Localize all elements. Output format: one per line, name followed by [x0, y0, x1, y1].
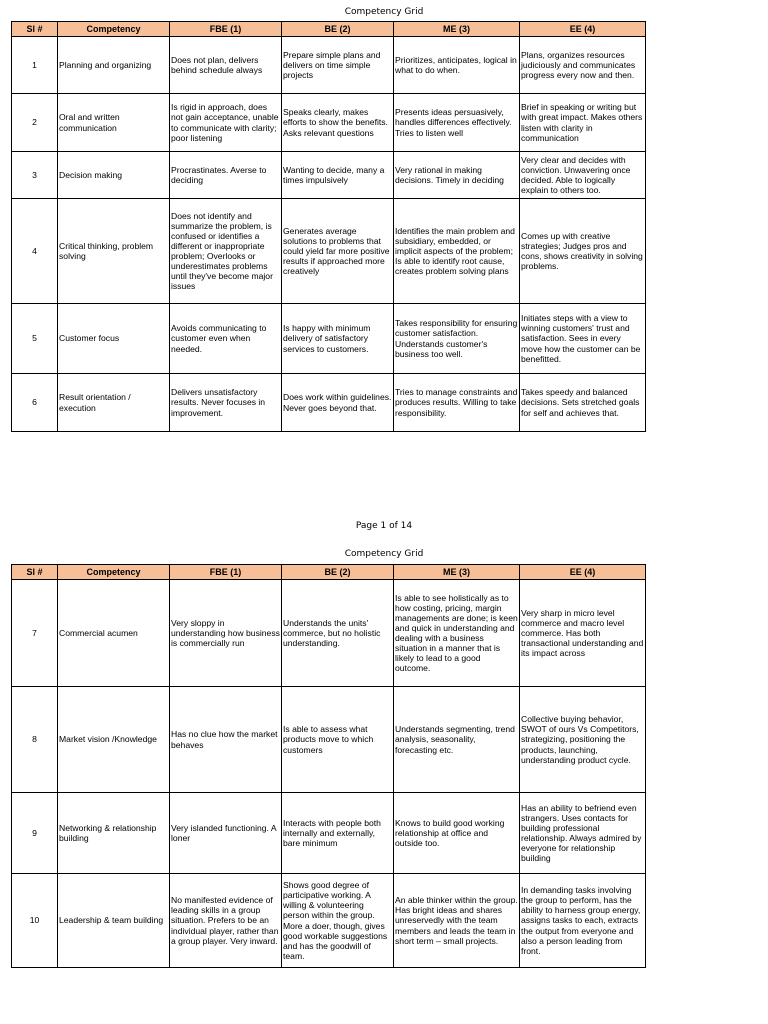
table-row: [12, 152, 646, 199]
table-row: [12, 874, 646, 968]
sl-cell: 1: [12, 37, 58, 94]
table-row: [12, 37, 646, 94]
me-cell: Takes responsibility for ensuring customer satisfaction. Understands customer's business too well.: [394, 304, 520, 374]
sl-cell: 10: [12, 874, 58, 968]
me-cell: Identifies the main problem and subsidiary, embedded, or implicit aspects of the problem; Is able to identify root cause, creates problem solving plans: [394, 199, 520, 304]
ee-cell: In demanding tasks involving the group to perform, has the ability to harness group energy, assigns tasks to each, extracts the output from everyone and also a person leading from front.: [520, 874, 646, 968]
fbe-cell: Very sloppy in understanding how business is commercially run: [170, 580, 282, 687]
competency-cell: Planning and organizing: [58, 37, 170, 94]
ee-cell: Plans, organizes resources judiciously and communicates progress every now and then.: [520, 37, 646, 94]
fbe-cell: No manifested evidence of leading skills in a group situation. Prefers to be an individual player, rather than a group player. Very inward.: [170, 874, 282, 968]
header-be: BE (2): [282, 22, 394, 37]
competency-cell: Leadership & team building: [58, 874, 170, 968]
competency-cell: Critical thinking, problem solving: [58, 199, 170, 304]
sl-cell: 9: [12, 793, 58, 874]
header-competency: Competency: [58, 565, 170, 580]
me-cell: Presents ideas persuasively, handles differences effectively. Tries to listen well: [394, 94, 520, 152]
me-cell: Understands segmenting, trend analysis, seasonality, forecasting etc.: [394, 687, 520, 793]
competency-cell: Result orientation / execution: [58, 374, 170, 432]
sl-cell: 8: [12, 687, 58, 793]
page1-caption: Competency Grid: [344, 7, 424, 17]
ee-cell: Initiates steps with a view to winning customers' trust and satisfaction. Sees in every move how the customer can be benefitted.: [520, 304, 646, 374]
ee-cell: Takes speedy and balanced decisions. Sets stretched goals for self and achieves that.: [520, 374, 646, 432]
sl-cell: 5: [12, 304, 58, 374]
table-row: [12, 94, 646, 152]
sl-cell: 2: [12, 94, 58, 152]
competency-cell: Networking & relationship building: [58, 793, 170, 874]
competency-cell: Customer focus: [58, 304, 170, 374]
page-footer: Page 1 of 14: [355, 521, 413, 531]
fbe-cell: Delivers unsatisfactory results. Never focuses in improvement.: [170, 374, 282, 432]
me-cell: Tries to manage constraints and produces results. Willing to take responsibility.: [394, 374, 520, 432]
me-cell: Knows to build good working relationship at office and outside too.: [394, 793, 520, 874]
header-competency: Competency: [58, 22, 170, 37]
be-cell: Speaks clearly, makes efforts to show the benefits. Asks relevant questions: [282, 94, 394, 152]
competency-table-page2: [11, 564, 646, 968]
header-fbe: FBE (1): [170, 22, 282, 37]
ee-cell: Comes up with creative strategies; Judges pros and cons, shows creativity in solving problems.: [520, 199, 646, 304]
me-cell: An able thinker within the group. Has bright ideas and shares unreservedly with the team members and leads the team in short term – small projects.: [394, 874, 520, 968]
ee-cell: Collective buying behavior, SWOT of ours Vs Competitors, strategizing, positioning the products, launching, understanding product cycle.: [520, 687, 646, 793]
header-me: ME (3): [394, 22, 520, 37]
me-cell: Very rational in making decisions. Timely in deciding: [394, 152, 520, 199]
table-row: [12, 199, 646, 304]
sl-cell: 7: [12, 580, 58, 687]
sl-cell: 3: [12, 152, 58, 199]
table-row: [12, 687, 646, 793]
table-header-row: [12, 22, 646, 37]
me-cell: Prioritizes, anticipates, logical in what to do when.: [394, 37, 520, 94]
ee-cell: Has an ability to befriend even strangers. Uses contacts for building professional relationship. Always admired by everyone for relationship building: [520, 793, 646, 874]
header-ee: EE (4): [520, 22, 646, 37]
competency-table-page1: [11, 21, 646, 432]
fbe-cell: Very islanded functioning. A loner: [170, 793, 282, 874]
header-me: ME (3): [394, 565, 520, 580]
sl-cell: 4: [12, 199, 58, 304]
table-row: [12, 304, 646, 374]
me-cell: Is able to see holistically as to how costing, pricing, margin managements are done; is keen and quick in understanding and dealing with a business situation in a manner that is likely to lead to a good outcome.: [394, 580, 520, 687]
be-cell: Wanting to decide, many a times impulsively: [282, 152, 394, 199]
ee-cell: Brief in speaking or writing but with great impact. Makes others listen with clarity in communication: [520, 94, 646, 152]
sl-cell: 6: [12, 374, 58, 432]
ee-cell: Very sharp in micro level commerce and macro level commerce. Has both transactional understanding and its impact across: [520, 580, 646, 687]
competency-cell: Decision making: [58, 152, 170, 199]
fbe-cell: Does not plan, delivers behind schedule always: [170, 37, 282, 94]
be-cell: Prepare simple plans and delivers on time simple projects: [282, 37, 394, 94]
be-cell: Does work within guidelines. Never goes beyond that.: [282, 374, 394, 432]
competency-cell: Oral and written communication: [58, 94, 170, 152]
header-be: BE (2): [282, 565, 394, 580]
table-header-row: [12, 565, 646, 580]
be-cell: Interacts with people both internally and externally, bare minimum: [282, 793, 394, 874]
be-cell: Shows good degree of participative working. A willing & volunteering person within the group. More a doer, though, gives good workable suggestions and has the goodwill of team.: [282, 874, 394, 968]
be-cell: Understands the units' commerce, but no holistic understanding.: [282, 580, 394, 687]
be-cell: Is happy with minimum delivery of satisfactory services to customers.: [282, 304, 394, 374]
fbe-cell: Is rigid in approach, does not gain acceptance, unable to communicate with clarity; poor listening: [170, 94, 282, 152]
competency-cell: Commercial acumen: [58, 580, 170, 687]
fbe-cell: Avoids communicating to customer even when needed.: [170, 304, 282, 374]
header-sl: Sl #: [12, 22, 58, 37]
fbe-cell: Does not identify and summarize the problem, is confused or identifies a different or inappropriate problem; Overlooks or underestimates problems until they've become major issues: [170, 199, 282, 304]
fbe-cell: Has no clue how the market behaves: [170, 687, 282, 793]
header-fbe: FBE (1): [170, 565, 282, 580]
page2-caption: Competency Grid: [344, 549, 424, 559]
table-row: [12, 580, 646, 687]
header-ee: EE (4): [520, 565, 646, 580]
be-cell: Is able to assess what products move to which customers: [282, 687, 394, 793]
header-sl: Sl #: [12, 565, 58, 580]
competency-cell: Market vision /Knowledge: [58, 687, 170, 793]
table-row: [12, 793, 646, 874]
be-cell: Generates average solutions to problems that could yield far more positive results if approached more creatively: [282, 199, 394, 304]
table-row: [12, 374, 646, 432]
ee-cell: Very clear and decides with conviction. Unwavering once decided. Able to logically explain to others too.: [520, 152, 646, 199]
fbe-cell: Procrastinates. Averse to deciding: [170, 152, 282, 199]
